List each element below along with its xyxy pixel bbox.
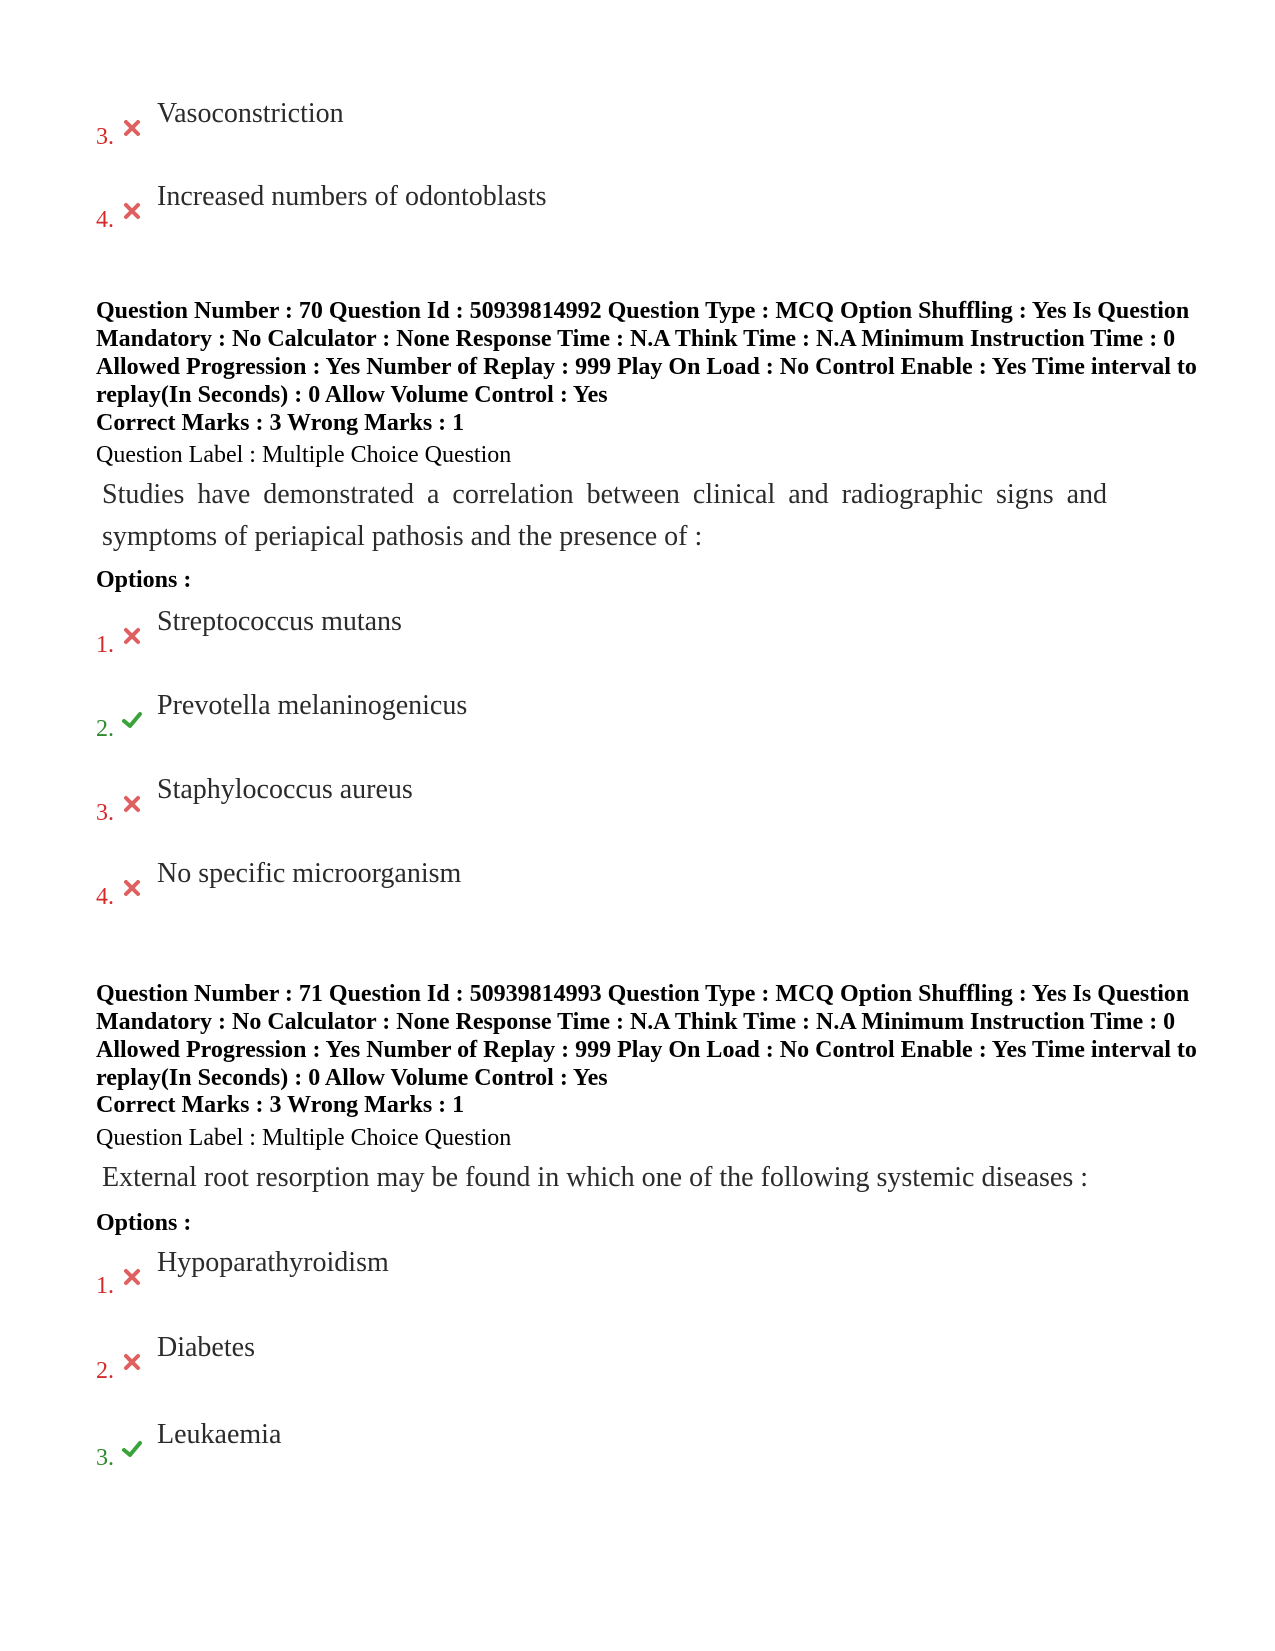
option-text: Staphylococcus aureus: [157, 774, 413, 805]
question-meta: Question Number : 71 Question Id : 50939814993 Question Type : MCQ Option Shuffling : Yes Is Question Mandatory : No Calculator : None Response Time : N.A Think Time : N.A Minimum Instruction Time : 0 Allowed Progression : Yes Number of Replay : 999 Play On Load : No Control Enable : Yes Time interval to replay(In Seconds) : 0 Allow Volume Control : Yes: [96, 981, 1197, 1091]
question-meta: Question Number : 70 Question Id : 50939814992 Question Type : MCQ Option Shuffling : Yes Is Question Mandatory : No Calculator : None Response Time : N.A Think Time : N.A Minimum Instruction Time : 0 Allowed Progression : Yes Number of Replay : 999 Play On Load : No Control Enable : Yes Time interval to replay(In Seconds) : 0 Allow Volume Control : Yes: [96, 298, 1197, 408]
option-number: 1.: [96, 632, 114, 658]
question-label: Question Label : Multiple Choice Question: [96, 1125, 512, 1151]
option-number: 4.: [96, 207, 114, 233]
option-row: [0, 606, 1275, 666]
option-text: Vasoconstriction: [157, 98, 344, 129]
option-text: No specific microorganism: [157, 858, 462, 889]
option-number: 4.: [96, 884, 114, 910]
cross-icon: [122, 1267, 142, 1287]
option-text: Increased numbers of odontoblasts: [157, 181, 547, 212]
options-heading: Options :: [96, 1210, 192, 1236]
option-text: Prevotella melaninogenicus: [157, 690, 468, 721]
option-number: 2.: [96, 1358, 114, 1384]
option-row: [0, 690, 1275, 750]
option-text: Leukaemia: [157, 1419, 282, 1450]
question-text: External root resorption may be found in which one of the following systemic diseases :: [102, 1162, 1089, 1193]
option-number: 3.: [96, 800, 114, 826]
question-label: Question Label : Multiple Choice Question: [96, 442, 512, 468]
cross-icon: [122, 878, 142, 898]
option-number: 3.: [96, 124, 114, 150]
option-row: [0, 98, 1275, 158]
question-text: Studies have demonstrated a correlation between clinical and radiographic signs and symptoms of periapical pathosis and the presence of :: [102, 479, 1107, 552]
option-text: Streptococcus mutans: [157, 606, 402, 637]
option-text: Hypoparathyroidism: [157, 1247, 389, 1278]
option-row: [0, 1419, 1275, 1479]
option-number: 2.: [96, 716, 114, 742]
check-icon: [122, 1439, 142, 1459]
option-row: [0, 774, 1275, 834]
option-row: [0, 1332, 1275, 1392]
option-row: [0, 181, 1275, 241]
question-marks: Correct Marks : 3 Wrong Marks : 1: [96, 410, 465, 436]
cross-icon: [122, 794, 142, 814]
cross-icon: [122, 118, 142, 138]
options-heading: Options :: [96, 567, 192, 593]
cross-icon: [122, 201, 142, 221]
cross-icon: [122, 1352, 142, 1372]
option-row: [0, 1247, 1275, 1307]
option-number: 3.: [96, 1445, 114, 1471]
option-text: Diabetes: [157, 1332, 255, 1363]
option-number: 1.: [96, 1273, 114, 1299]
question-marks: Correct Marks : 3 Wrong Marks : 1: [96, 1092, 465, 1118]
cross-icon: [122, 626, 142, 646]
check-icon: [122, 710, 142, 730]
option-row: [0, 858, 1275, 918]
